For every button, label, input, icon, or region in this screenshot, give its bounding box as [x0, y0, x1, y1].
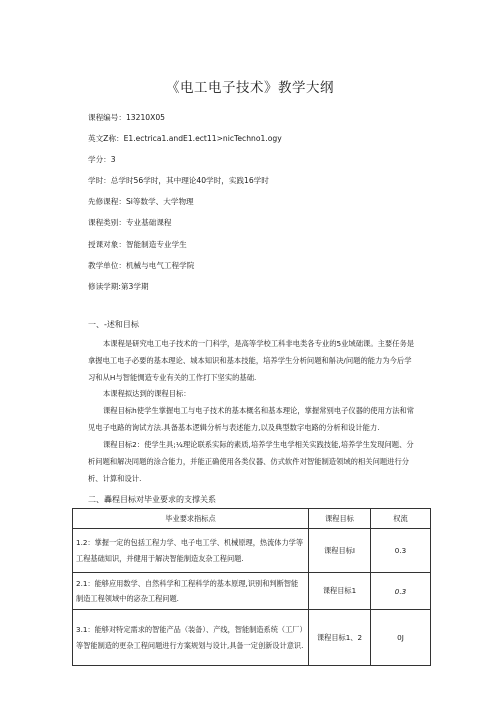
header-course-goal: 课程目标 [309, 509, 371, 529]
english-name: 英文Z称：E1.ectrica1.andE1.ect11>nicTechno1.ogy [88, 134, 282, 144]
objective-1-paragraph: 课程目标h使学生掌握电工与电子技术的基本概名和基本理论，掌握常别电子仪器的使用方法和常见电子电路的询试方法.具备基本逻辑分析与表述能力,以及典型数字电路的分析和设计能力. [88, 406, 415, 432]
credits: 学分：3 [88, 155, 116, 165]
requirement-cell: 1.2：掌握一定的包括工程力学、电子电工学、机械原理，热流体力学等工程基础知识，并健用于解决智能制造友杂工程问题. [73, 529, 309, 573]
weight-cell: 0J [371, 610, 431, 666]
section-2-heading: 二、轟程目标对毕业要求的支撑关系 [88, 495, 216, 504]
class-hours: 学时：总学时56学时，其中理论40学时，实践16学时 [88, 176, 269, 186]
weight-cell: 0.3 [371, 529, 431, 573]
table-header-row [73, 509, 431, 529]
requirements-table [72, 508, 431, 666]
course-goal-cell: 课程目标1、2 [309, 610, 371, 666]
section-1-heading: 一、-述和目标 [88, 320, 139, 329]
table-row [73, 610, 431, 666]
objective-2-paragraph: 课程目标2：使学生具;¼理论联系实际的素质,培养学生电学相关实践技能,培养学生发现问题、分析问题和解决同题的涂合能力，并能正确使用各类仪器、仿式软件对智能制造领域的相关问题进行分析、计算和设计. [88, 440, 414, 483]
target-students: 授课对象：智能制造专业学生 [88, 239, 187, 249]
table-row [73, 573, 431, 610]
header-weight: 权流 [371, 509, 431, 529]
teaching-unit: 教学单位：机械与电气工程学院 [88, 260, 195, 270]
header-requirement: 毕业要求指标点 [73, 509, 309, 529]
course-category: 课程类别：专业基础课程 [88, 218, 172, 228]
course-info-list [88, 112, 282, 302]
requirement-cell: 3.1：能够对特定需求的智能产品（装备）、产线，智能制造系统（工厂）等智能制造的更杂工程问题进行方案规划与设计,具备一定创新设计意识. [73, 610, 309, 666]
requirement-cell: 2.1：能够应用数学、自然科学和工程科学的基本原理,识别和判断智能制造工程领域中的宓杂工程问题. [73, 573, 309, 610]
course-goal-cell: 课程目标I [309, 529, 371, 573]
overview-paragraph: 本课程是研究电工电子技术的一门科学，是高等学校工科非电类各专业的5业域础课。主要任务是拿握电工电子必要的基本理论、城本知识和基本技能，培养学生分析问题和斛决/问题的能力为今后学习和从H与智能惆造专业有关的工作打下坚实的基础. [88, 339, 415, 382]
objectives-intro: 本课程拟达到的课程目标： [103, 389, 191, 398]
course-code: 课程编号：13210X05 [88, 113, 165, 122]
course-goal-cell: 课程目标1 [309, 573, 371, 610]
table-row [73, 529, 431, 573]
prerequisites: 先修课程：Si等数学、大学物理 [88, 197, 194, 207]
document-title: 《电工电子技术》教学大纲 [166, 80, 334, 96]
semester: 修读学期:第3学期 [88, 281, 149, 291]
weight-cell: 0.3 [371, 573, 431, 610]
